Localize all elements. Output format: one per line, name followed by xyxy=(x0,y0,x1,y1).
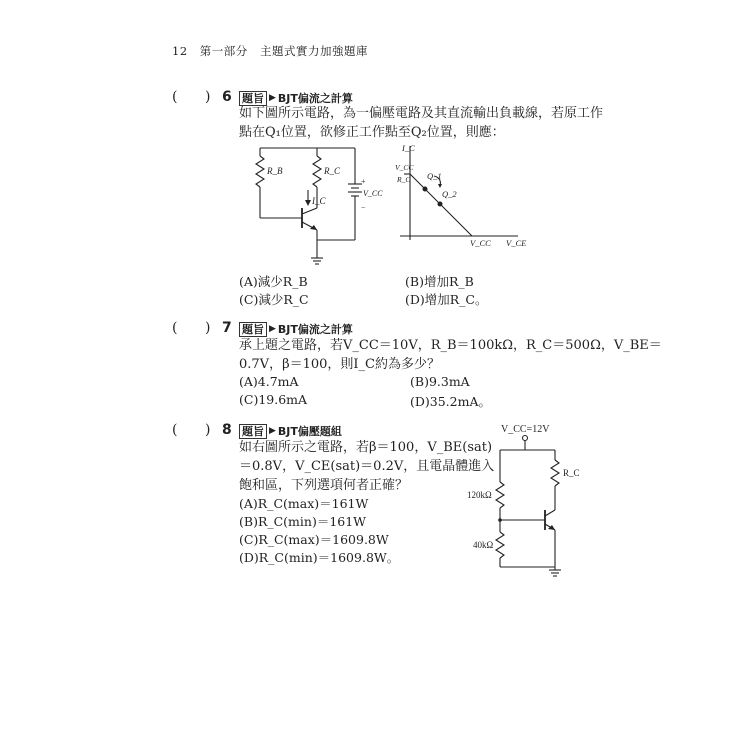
label-vcc: V_CC xyxy=(363,189,383,198)
label-rc: R_C xyxy=(563,468,580,478)
book-title: 主題式實力加強題庫 xyxy=(259,44,368,58)
stem-line: 0.7V，β＝100，則I_C約為多少？ xyxy=(239,357,440,372)
question-number: 7 xyxy=(222,320,232,336)
label-r2: 40kΩ xyxy=(473,540,494,550)
stem-line: 點在Q₁位置，欲修正工作點至Q₂位置，則應： xyxy=(239,125,505,140)
stem-line: 飽和區，下列選項何者正確？ xyxy=(239,478,409,493)
answer-paren-close: ) xyxy=(205,89,211,105)
page-number: 12 xyxy=(172,44,188,58)
label-q1: Q_1 xyxy=(427,171,442,181)
option-b: (B)增加R_B xyxy=(405,274,474,289)
option-d: (D)增加R_C。 xyxy=(405,292,488,307)
label-vcc: V_CC=12V xyxy=(501,424,550,435)
play-icon: ▶ xyxy=(269,324,276,334)
topic-tag xyxy=(239,321,353,337)
emitter-arrow-icon xyxy=(548,525,555,530)
question-stem xyxy=(239,438,494,495)
option-a: (A)減少R_B xyxy=(239,274,308,289)
q6-bias-circuit xyxy=(250,140,383,270)
option-a: (A)4.7mA xyxy=(239,374,299,389)
stem-line: 承上題之電路，若V_CC＝10V，R_B＝100kΩ，R_C＝500Ω，V_BE＝ xyxy=(239,338,662,353)
label-minus: − xyxy=(361,203,366,212)
emitter-arrow-icon xyxy=(310,225,317,230)
node-dot xyxy=(498,518,502,522)
shift-arrow-head-icon xyxy=(438,184,442,188)
tag-label: 題旨 xyxy=(239,322,267,337)
q1-point xyxy=(423,187,428,192)
option-c: (C)19.6mA xyxy=(239,392,308,407)
intercept-den: R_C xyxy=(397,175,411,184)
topic-title: BJT偏流之計算 xyxy=(277,92,353,105)
option-b: (B)R_C(min)＝161W xyxy=(239,514,367,529)
option-c: (C)減少R_C xyxy=(239,292,309,307)
stem-line: ＝0.8V，V_CE(sat)＝0.2V，且電晶體進入 xyxy=(239,459,495,474)
topic-title: BJT偏壓題組 xyxy=(277,425,342,438)
intercept-num: V_CC xyxy=(395,163,414,172)
question-stem xyxy=(239,336,662,374)
answer-paren-close: ) xyxy=(205,422,211,438)
label-rb: R_B xyxy=(267,166,283,176)
stem-line: 如右圖所示之電路，若β＝100，V_BE(sat) xyxy=(239,440,493,455)
answer-paren-open: ( xyxy=(172,422,178,438)
label-plus: + xyxy=(361,177,366,186)
answer-paren-open: ( xyxy=(172,89,178,105)
x-intercept: V_CC xyxy=(470,238,491,248)
tag-label: 題旨 xyxy=(239,91,267,106)
topic-title: BJT偏流之計算 xyxy=(277,323,353,336)
label-r1: 120kΩ xyxy=(467,490,492,500)
tag-label: 題旨 xyxy=(239,424,267,439)
q6-load-line-graph xyxy=(390,140,525,250)
label-ic: I_C xyxy=(312,196,326,206)
option-b: (B)9.3mA xyxy=(410,374,470,389)
option-a: (A)R_C(max)＝161W xyxy=(239,496,369,511)
axis-x-label: V_CE xyxy=(506,238,527,248)
option-d: (D)R_C(min)＝1609.8W。 xyxy=(239,550,400,565)
current-arrow-icon xyxy=(305,200,311,206)
label-rc: R_C xyxy=(324,166,341,176)
question-number: 8 xyxy=(222,422,232,438)
question-stem xyxy=(239,104,603,142)
label-q2: Q_2 xyxy=(442,189,457,199)
answer-paren-open: ( xyxy=(172,320,178,336)
play-icon: ▶ xyxy=(269,426,276,436)
q8-divider-circuit xyxy=(465,420,585,580)
axis-y-label: I_C xyxy=(402,143,415,153)
option-d: (D)35.2mA。 xyxy=(410,394,491,409)
page-header xyxy=(172,43,376,59)
option-c: (C)R_C(max)＝1609.8W xyxy=(239,532,389,547)
topic-tag xyxy=(239,423,342,439)
question-number: 6 xyxy=(222,89,232,105)
answer-paren-close: ) xyxy=(205,320,211,336)
q2-point xyxy=(438,202,443,207)
stem-line: 如下圖所示電路，為一偏壓電路及其直流輸出負載線，若原工作 xyxy=(239,106,604,121)
part-label: 第一部分 xyxy=(199,44,248,58)
play-icon: ▶ xyxy=(269,93,276,103)
